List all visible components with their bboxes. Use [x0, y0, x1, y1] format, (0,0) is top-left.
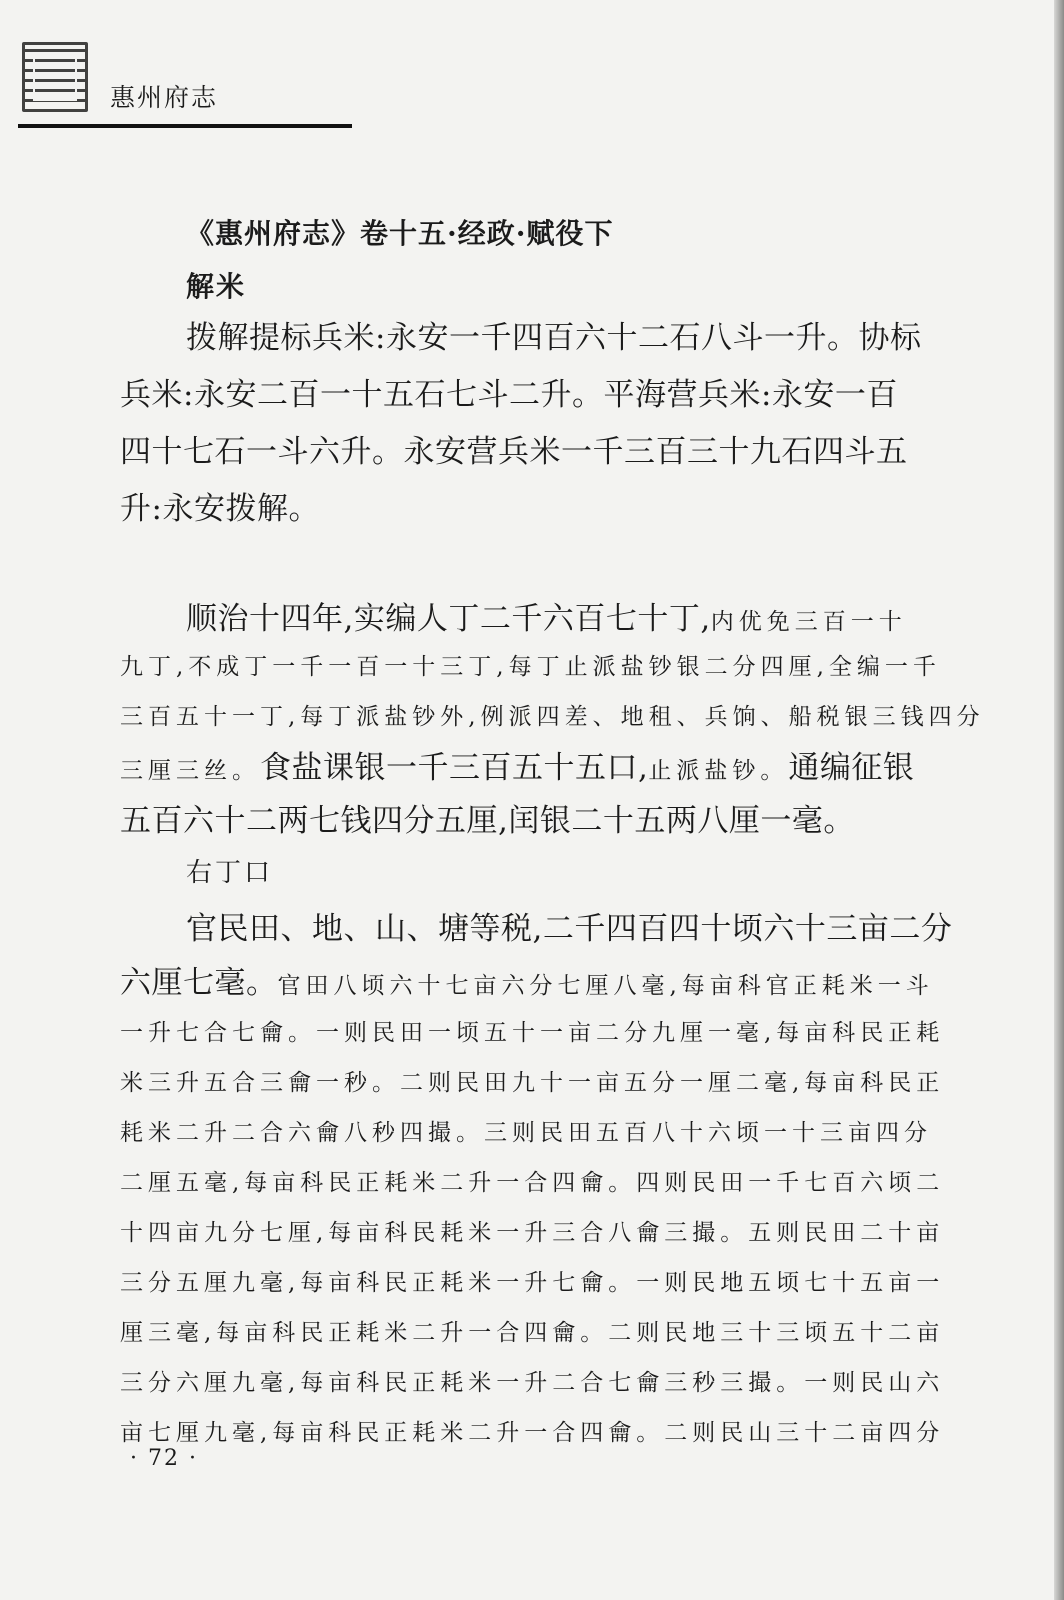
page-edge-shadow: [1054, 0, 1064, 1600]
main-text: 食盐课银一千三百五十五口,: [260, 750, 649, 786]
annotation-line: 三分五厘九毫,每亩科民正耗米一升七龠。一则民地五顷七十五亩一: [120, 1270, 945, 1296]
annotation-text: 三厘三丝。: [120, 758, 260, 784]
annotation-line: 一升七合七龠。一则民田一顷五十一亩二分九厘一毫,每亩科民正耗: [120, 1020, 945, 1046]
annotation-line: 九丁,不成丁一千一百一十三丁,每丁止派盐钞银二分四厘,全编一千: [120, 654, 941, 680]
annotation-line: 亩七厘九毫,每亩科民正耗米二升一合四龠。二则民山三十二亩四分: [120, 1420, 945, 1446]
paragraph-line: 拨解提标兵米:永安一千四百六十二石八斗一升。协标: [186, 320, 922, 356]
annotation-text: 官田八顷六十七亩六分七厘八毫,每亩科官正耗米一斗: [277, 973, 934, 999]
annotation-line: 二厘五毫,每亩科民正耗米二升一合四龠。四则民田一千七百六顷二: [120, 1170, 945, 1196]
running-header-title: 惠州府志: [110, 83, 219, 112]
annotation-text: 止派盐钞。: [648, 758, 789, 784]
annotation-line: 十四亩九分七厘,每亩科民耗米一升三合八龠三撮。五则民田二十亩: [120, 1220, 945, 1246]
paragraph-line: [120, 750, 915, 786]
page-number: · 72 ·: [130, 1446, 198, 1471]
seal-logo: [22, 42, 88, 112]
annotation-line: 三百五十一丁,每丁派盐钞外,例派四差、地租、兵饷、船税银三钱四分: [120, 704, 985, 730]
main-text: 六厘七毫。: [120, 965, 278, 1001]
annotation-line: 米三升五合三龠一秒。二则民田九十一亩五分一厘二毫,每亩科民正: [120, 1070, 945, 1096]
main-text: 顺治十四年,实编人丁二千六百七十丁,: [186, 601, 711, 637]
section-label: 右丁口: [186, 858, 274, 888]
annotation-line: 三分六厘九毫,每亩科民正耗米一升二合七龠三秒三撮。一则民山六: [120, 1370, 945, 1396]
section-heading: 解米: [186, 270, 247, 303]
main-text: 通编征银: [788, 750, 915, 786]
paragraph-line: 兵米:永安二百一十五石七斗二升。平海营兵米:永安一百: [120, 377, 898, 413]
annotation-text: 内优免三百一十: [710, 609, 907, 635]
chapter-heading: 《惠州府志》卷十五·经政·赋役下: [186, 217, 614, 250]
paragraph-line: [186, 601, 907, 637]
annotation-line: 耗米二升二合六龠八秒四撮。三则民田五百八十六顷一十三亩四分: [120, 1120, 932, 1146]
paragraph-line: [120, 965, 934, 1001]
paragraph-line: 官民田、地、山、塘等税,二千四百四十顷六十三亩二分: [186, 911, 953, 947]
annotation-line: 厘三毫,每亩科民正耗米二升一合四龠。二则民地三十三顷五十二亩: [120, 1320, 945, 1346]
header-rule: [18, 124, 352, 128]
paragraph-line: 升:永安拨解。: [120, 491, 320, 527]
paragraph-line: 五百六十二两七钱四分五厘,闰银二十五两八厘一毫。: [120, 803, 855, 839]
paragraph-line: 四十七石一斗六升。永安营兵米一千三百三十九石四斗五: [120, 434, 908, 470]
